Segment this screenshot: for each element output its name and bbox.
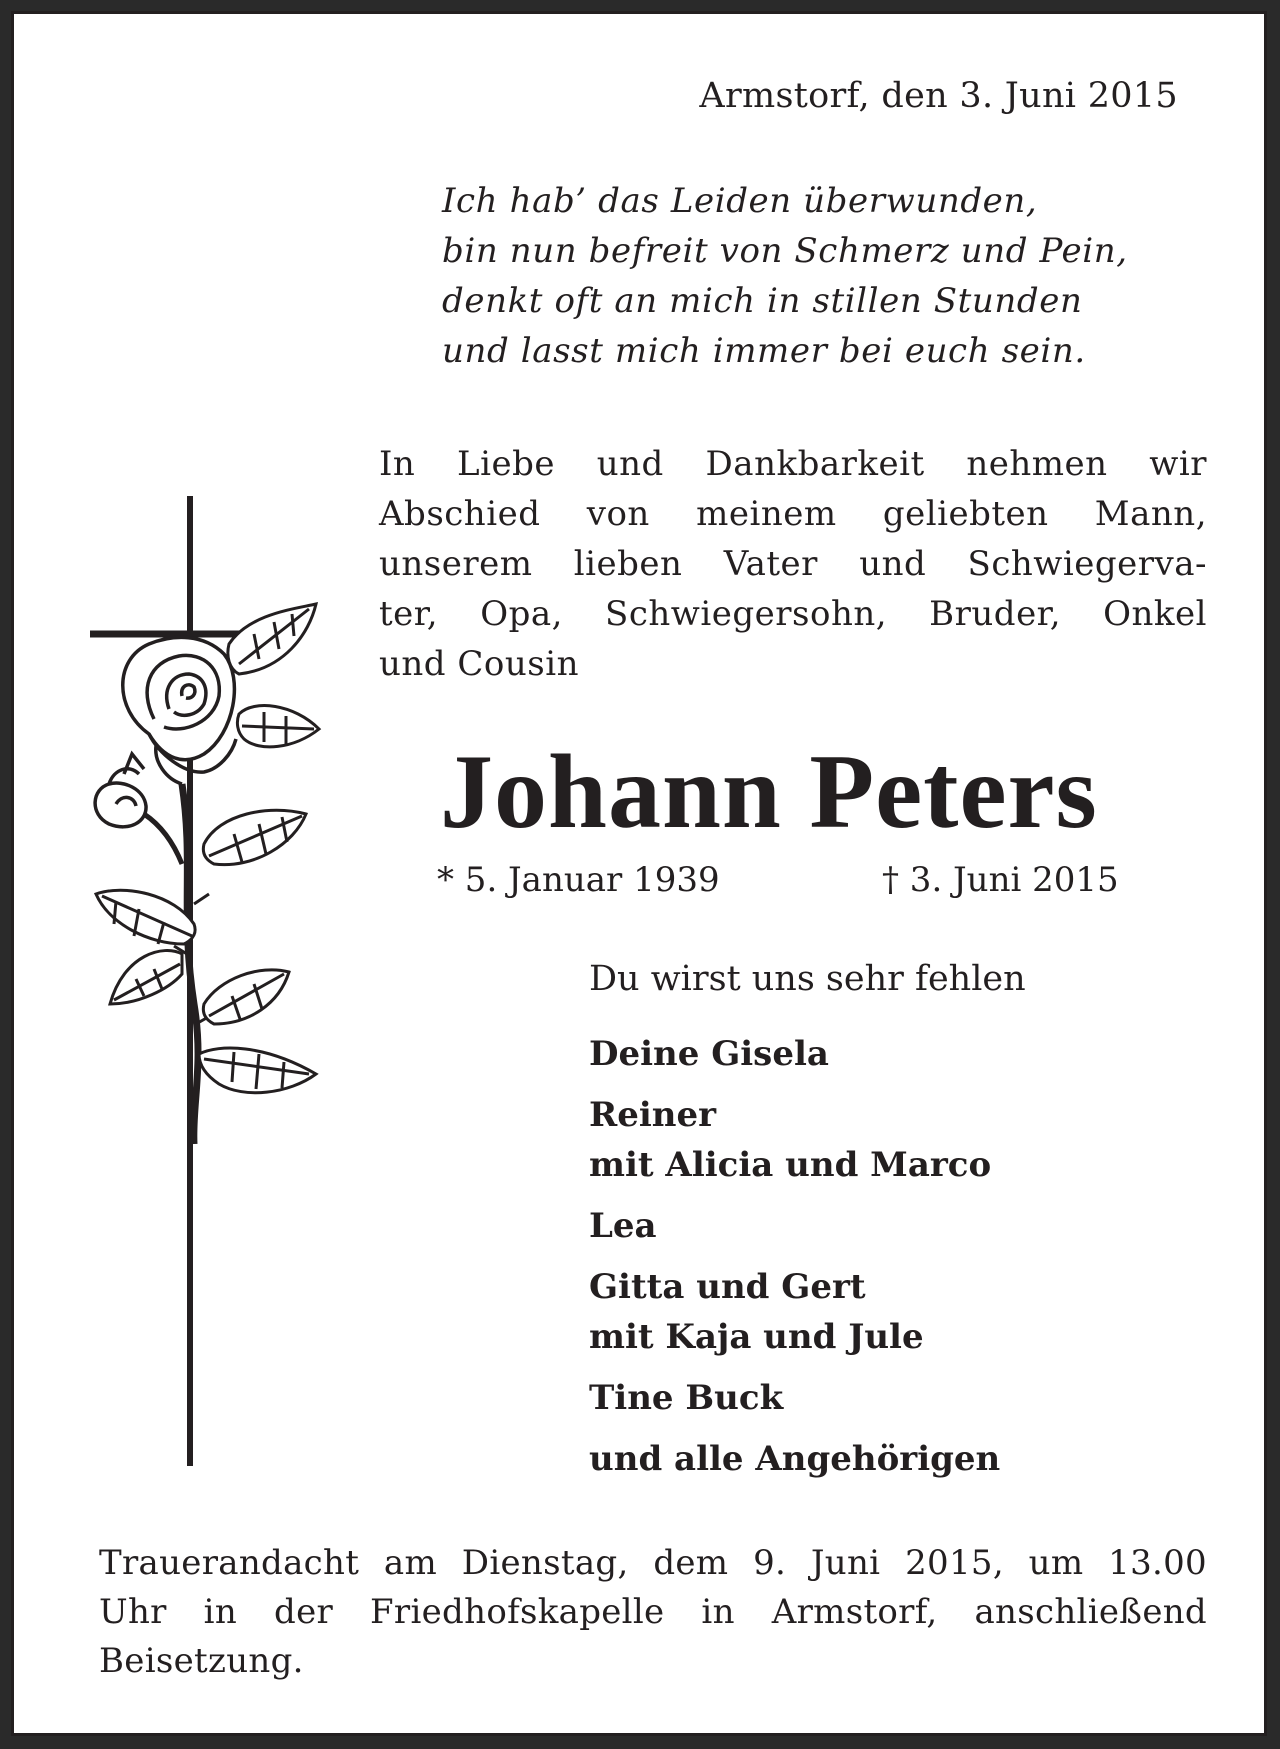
intro-line: ter, Opa, Schwiegersohn, Bruder, Onkel	[379, 594, 1207, 634]
poem-line: und lasst mich immer bei euch sein.	[442, 331, 1086, 371]
place-date: Armstorf, den 3. Juni 2015	[699, 76, 1178, 116]
signer-group	[589, 1201, 1000, 1251]
obituary-notice	[11, 11, 1267, 1736]
signer-line: Reiner	[589, 1095, 717, 1135]
signer-line: Gitta und Gert	[589, 1267, 866, 1307]
signer-line: Deine Gisela	[589, 1034, 829, 1074]
poem-line: bin nun befreit von Schmerz und Pein,	[442, 231, 1128, 271]
signer-line: Tine Buck	[589, 1378, 784, 1418]
intro-line: In Liebe und Dankbarkeit nehmen wir	[379, 444, 1207, 484]
service-line: Trauerandacht am Dienstag, dem 9. Juni 2015, um 13.00	[99, 1543, 1207, 1583]
signer-group	[589, 1262, 1000, 1362]
deceased-name: Johann Peters	[440, 733, 1098, 850]
signer-group	[589, 1434, 1000, 1484]
death-date: † 3. Juni 2015	[882, 860, 1119, 900]
closing-message: Du wirst uns sehr fehlen	[589, 959, 1026, 999]
poem	[442, 176, 1222, 376]
poem-line: denkt oft an mich in stillen Stunden	[442, 281, 1083, 321]
signer-group	[589, 1090, 1000, 1190]
service-line: Uhr in der Friedhofskapelle in Armstorf, anschließend	[99, 1592, 1207, 1632]
service-line: Beisetzung.	[99, 1641, 304, 1681]
signer-line: Lea	[589, 1206, 657, 1246]
birth-date: * 5. Januar 1939	[437, 860, 720, 900]
signer-line: mit Kaja und Jule	[589, 1317, 924, 1357]
intro-line: unserem lieben Vater und Schwiegerva-	[379, 544, 1207, 584]
signer-group	[589, 1373, 1000, 1423]
signer-group	[589, 1029, 1000, 1079]
signers-list	[589, 1029, 1000, 1495]
signer-line: und alle Angehörigen	[589, 1439, 1001, 1479]
poem-line: Ich hab’ das Leiden überwunden,	[442, 181, 1038, 221]
intro-text	[379, 439, 1207, 689]
signer-line: mit Alicia und Marco	[589, 1145, 992, 1185]
service-info	[99, 1539, 1207, 1686]
cross-with-rose-icon	[54, 484, 344, 1474]
intro-line: Abschied von meinem geliebten Mann,	[379, 494, 1207, 534]
intro-line: und Cousin	[379, 644, 579, 684]
